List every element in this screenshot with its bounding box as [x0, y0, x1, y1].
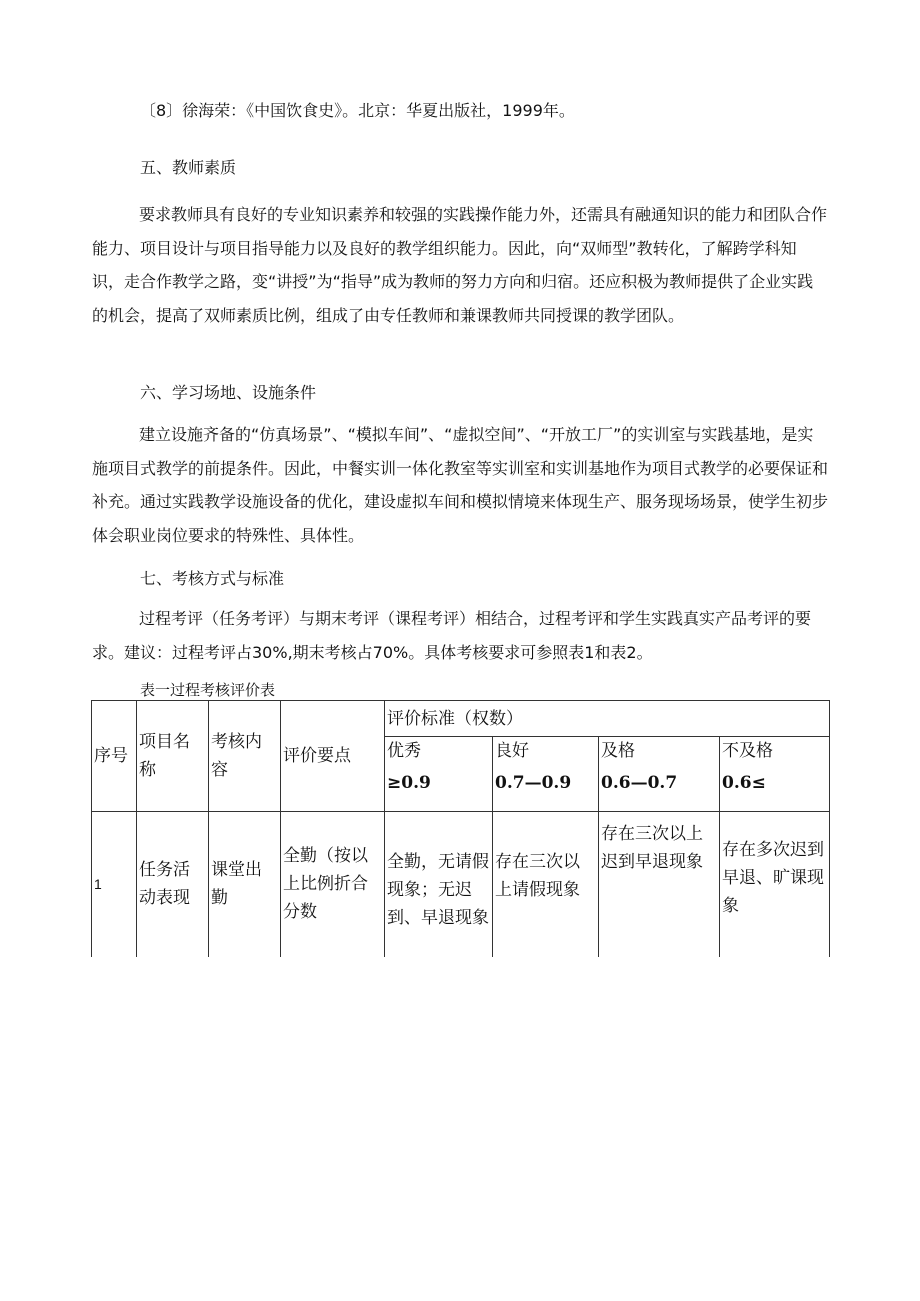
header-points: 评价要点: [281, 701, 385, 812]
grade-fail-value: 0.6≤: [722, 773, 766, 793]
row-pass: 存在三次以上迟到早退现象: [599, 812, 720, 957]
header-standard: 评价标准（权数）: [385, 701, 830, 737]
grade-good-value: 0.7—0.9: [495, 773, 572, 793]
section-7-text: 过程考评（任务考评）与期末考评（课程考评）相结合，过程考评和学生实践真实产品考评的要求。建议：过程考评占30%,期末考核占70%。具体考核要求可参照表1和表2。: [92, 609, 812, 662]
section-6-paragraph: [92, 418, 828, 553]
grade-pass-value: 0.6—0.7: [601, 773, 678, 793]
row-project: 任务活动表现: [137, 812, 209, 957]
row-points: 全勤（按以上比例折合分数: [281, 812, 385, 957]
row-excellent: 全勤，无请假现象；无迟到、早退现象: [385, 812, 493, 957]
section-6-heading: 六、学习场地、设施条件: [140, 383, 317, 402]
header-seq: 序号: [92, 701, 137, 812]
header-project: 项目名称: [137, 701, 209, 812]
section-5-paragraph: [92, 198, 828, 333]
section-7-paragraph: [92, 602, 828, 669]
section-6-text: 建立设施齐备的“仿真场景”、“模拟车间”、“虚拟空间”、“开放工厂”的实训室与实践基地，是实施项目式教学的前提条件。因此，中餐实训一体化教室等实训室和实训基地作为项目式教学的必要保证和补充。通过实践教学设施设备的优化，建设虚拟车间和模拟情境来体现生产、服务现场场景，使学生初步体会职业岗位要求的特殊性、具体性。: [92, 425, 829, 546]
grade-excellent-label: 优秀: [387, 741, 421, 761]
section-5-heading: 五、教师素质: [140, 158, 237, 177]
header-content: 考核内容: [209, 701, 281, 812]
grade-excellent-value: ≥0.9: [387, 773, 431, 793]
grade-excellent: [385, 737, 493, 812]
grade-fail-label: 不及格: [722, 741, 773, 761]
grade-pass-label: 及格: [601, 741, 635, 761]
grade-fail: [720, 737, 830, 812]
grade-pass: [599, 737, 720, 812]
table-row: [92, 812, 830, 957]
row-fail: 存在多次迟到早退、旷课现象: [720, 812, 830, 957]
table-caption: 表一过程考核评价表: [140, 681, 276, 699]
evaluation-table: [91, 700, 830, 957]
grade-good-label: 良好: [495, 741, 529, 761]
section-5-text: 要求教师具有良好的专业知识素养和较强的实践操作能力外，还需具有融通知识的能力和团队合作能力、项目设计与项目指导能力以及良好的教学组织能力。因此，向“双师型”教转化，了解跨学科知识，走合作教学之路，变“讲授”为“指导”成为教师的努力方向和归宿。还应积极为教师提供了企业实践的机会，提高了双师素质比例，组成了由专任教师和兼课教师共同授课的教学团队。: [92, 205, 828, 326]
section-7-heading: 七、考核方式与标准: [140, 569, 285, 588]
grade-good: [493, 737, 599, 812]
row-good: 存在三次以上请假现象: [493, 812, 599, 957]
reference-entry: 〔8〕徐海荣：《中国饮食史》。北京：华夏出版社，1999年。: [140, 101, 575, 120]
row-seq: 1: [92, 812, 137, 957]
row-content: 课堂出勤: [209, 812, 281, 957]
